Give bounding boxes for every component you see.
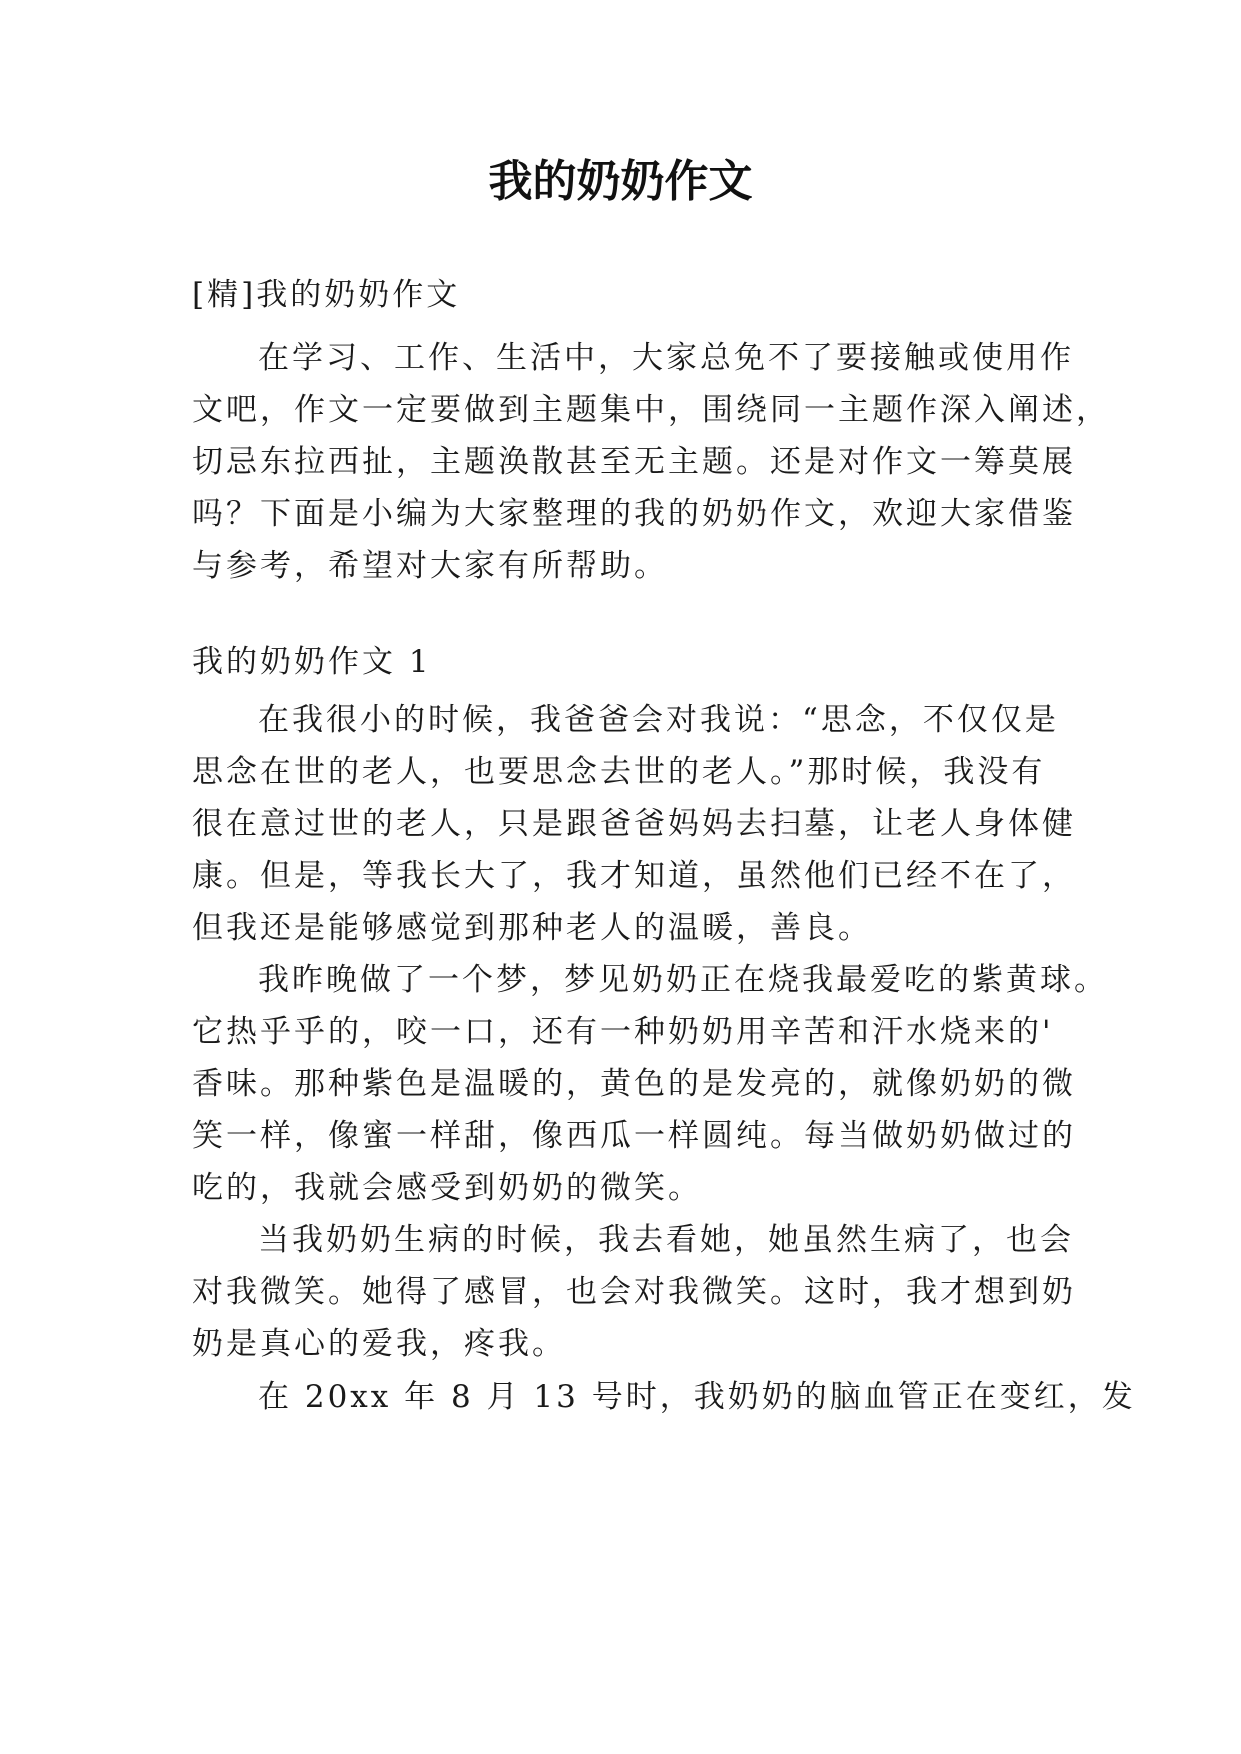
subtitle-line: [精]我的奶奶作文 [192,277,461,313]
intro-line-5: 与参考，希望对大家有所帮助。 [192,548,668,584]
para2-line-1: 我昨晚做了一个梦，梦见奶奶正在烧我最爱吃的紫黄球。 [258,962,1108,998]
para3-line-1: 当我奶奶生病的时候，我去看她，她虽然生病了，也会 [258,1222,1074,1258]
section-heading: 我的奶奶作文 1 [192,644,432,680]
para1-line-4: 康。但是，等我长大了，我才知道，虽然他们已经不在了， [192,858,1076,894]
para2-line-4: 笑一样，像蜜一样甜，像西瓜一样圆纯。每当做奶奶做过的 [192,1118,1076,1154]
para3-line-3: 奶是真心的爱我，疼我。 [192,1326,566,1362]
para1-line-5: 但我还是能够感觉到那种老人的温暖，善良。 [192,910,872,946]
para2-line-3: 香味。那种紫色是温暖的，黄色的是发亮的，就像奶奶的微 [192,1066,1076,1102]
para2-line-2: 它热乎乎的，咬一口，还有一种奶奶用辛苦和汗水烧来的' [192,1014,1054,1050]
para1-line-2: 思念在世的老人，也要思念去世的老人。”那时候，我没有 [192,754,1046,790]
document-title: 我的奶奶作文 [488,156,753,207]
intro-line-2: 文吧，作文一定要做到主题集中，围绕同一主题作深入阐述， [192,392,1110,428]
intro-line-1: 在学习、工作、生活中，大家总免不了要接触或使用作 [258,340,1074,376]
para2-line-5: 吃的，我就会感受到奶奶的微笑。 [192,1170,702,1206]
para1-line-3: 很在意过世的老人，只是跟爸爸妈妈去扫墓，让老人身体健 [192,806,1076,842]
para3-line-2: 对我微笑。她得了感冒，也会对我微笑。这时，我才想到奶 [192,1274,1076,1310]
para1-line-1: 在我很小的时候，我爸爸会对我说：“思念，不仅仅是 [258,702,1059,738]
intro-line-4: 吗？下面是小编为大家整理的我的奶奶作文，欢迎大家借鉴 [192,496,1076,532]
para4-line-1: 在 20xx 年 8 月 13 号时，我奶奶的脑血管正在变红，发 [258,1379,1136,1415]
intro-line-3: 切忌东拉西扯，主题涣散甚至无主题。还是对作文一筹莫展 [192,444,1076,480]
